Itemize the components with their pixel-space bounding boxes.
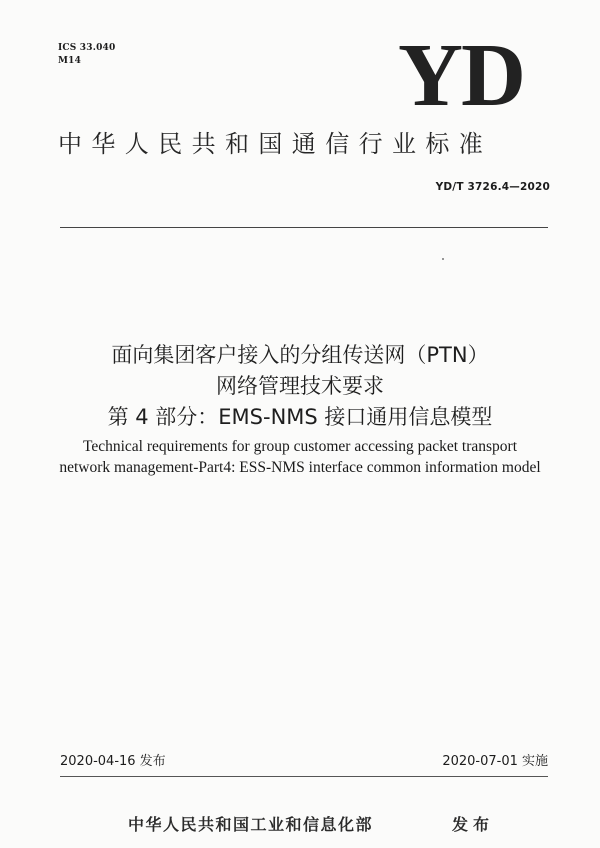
header-divider [60, 227, 548, 228]
title-line-1: 面向集团客户接入的分组传送网（PTN） [111, 343, 489, 367]
standard-number: YD/T 3726.4—2020 [435, 181, 550, 193]
title-line-3: 第 4 部分：EMS-NMS 接口通用信息模型 [107, 405, 493, 429]
issue-label: 发布 [452, 815, 495, 834]
issuing-authority: 中华人民共和国工业和信息化部 [128, 815, 374, 834]
classification-code: M14 [58, 56, 82, 66]
english-title-line-1: Technical requirements for group customer accessing packet transport [82, 438, 518, 455]
english-title-line-2: network management-Part4: ESS-NMS interface common information model [59, 459, 541, 476]
publish-date: 2020-04-16 发布 [60, 754, 166, 769]
ics-code-block [58, 42, 115, 68]
yd-logo: YD [398, 26, 524, 125]
footer-divider [60, 776, 548, 777]
ics-code: ICS 33.040 [58, 43, 116, 53]
scan-speck [442, 258, 444, 260]
title-line-2: 网络管理技术要求 [216, 374, 384, 398]
implement-date: 2020-07-01 实施 [442, 754, 548, 769]
standard-category: 中华人民共和国通信行业标准 [58, 130, 493, 158]
